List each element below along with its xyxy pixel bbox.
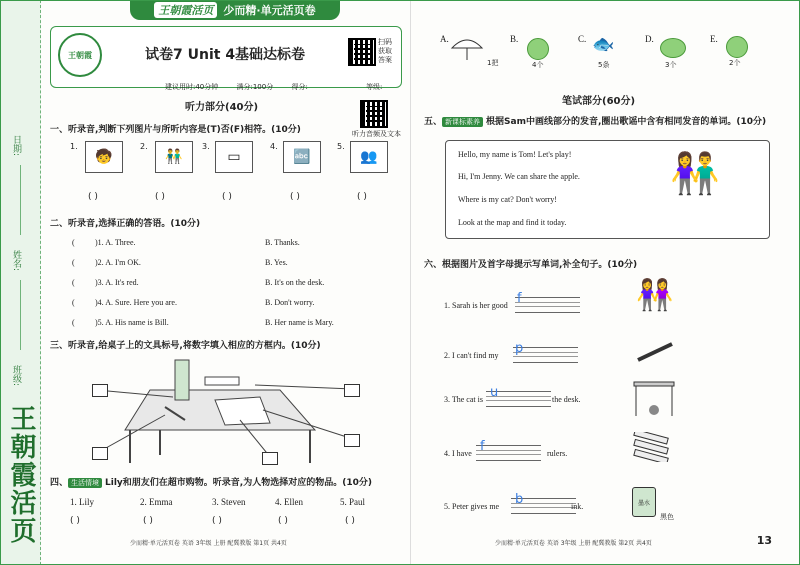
q4-name: 2. Emma xyxy=(140,497,173,507)
q4-tag: 生活情境 xyxy=(68,478,102,488)
q1-num: 4. xyxy=(270,142,278,151)
right-footer: 少而精·单元活页卷 英语 3年级 上册 配冀教版 第2页 共4页 xyxy=(495,540,652,547)
q2-open[interactable]: ( xyxy=(72,258,75,267)
option-letter: E. xyxy=(710,34,718,44)
q2-option-b: B. Yes. xyxy=(265,258,288,267)
q1-num: 2. xyxy=(140,142,148,151)
abc-letters-image: 🔤 xyxy=(283,141,321,173)
two-kids-image: 👬 xyxy=(155,141,193,173)
answer-blank[interactable]: ( ) xyxy=(212,516,222,526)
q5-text: 根据Sam中画线部分的发音,圈出歌谣中含有相同发音的单词。(10分) xyxy=(486,117,767,127)
q1-num: 1. xyxy=(70,142,78,151)
q6-sentence: 5. Peter gives me xyxy=(444,502,500,511)
kids-group-image: 👥 xyxy=(350,141,388,173)
page-number: 13 xyxy=(756,534,772,547)
q1-title: 一、听录音,判断下列图片与所听内容是(T)否(F)相符。(10分) xyxy=(50,125,301,135)
q4-name: 5. Paul xyxy=(340,497,366,507)
chant-line[interactable]: Where is my cat? Don't worry! xyxy=(458,195,557,204)
two-girls-image: 👭 xyxy=(636,278,674,313)
option-letter: B. xyxy=(510,34,519,44)
publisher-logo: 王朝霞 xyxy=(58,33,102,77)
q6-sentence: 4. I have xyxy=(444,449,472,458)
hint-letter: b xyxy=(515,492,524,507)
q2-open[interactable]: ( xyxy=(72,278,75,287)
option-letter: A. xyxy=(440,34,449,44)
q4-name: 1. Lily xyxy=(70,497,94,507)
q6-sentence: 3. The cat is xyxy=(444,395,483,404)
q2-option-a: )3. A. It's red. xyxy=(95,278,139,287)
side-class-label: 班级: xyxy=(11,365,21,387)
full-score: 满分:100分 xyxy=(236,83,274,91)
q2-option-a: )5. A. His name is Bill. xyxy=(95,318,169,327)
q5-tag: 新课标素养 xyxy=(442,117,483,127)
chant-line[interactable]: Hi, I'm Jenny. We can share the apple. xyxy=(458,172,580,181)
q2-option-a: )2. A. I'm OK. xyxy=(95,258,141,267)
q2-option-a: )1. A. Three. xyxy=(95,238,136,247)
qr-caption-line: 扫码 xyxy=(378,38,392,46)
option-caption: 1把 xyxy=(487,59,499,67)
answer-blank[interactable]: ( ) xyxy=(222,192,232,202)
q2-option-b: B. Don't worry. xyxy=(265,298,315,307)
q2-title: 二、听录音,选择正确的答语。(10分) xyxy=(50,219,201,229)
ink-color-label: 黑色 xyxy=(660,513,674,521)
suggested-time: 建议用时:40分钟 xyxy=(165,83,219,91)
qr-caption-line: 获取 xyxy=(378,47,392,55)
side-name-label: 姓名: xyxy=(11,250,21,272)
q2-option-b: B. It's on the desk. xyxy=(265,278,325,287)
q2-option-b: B. Thanks. xyxy=(265,238,300,247)
answer-blank[interactable]: ( ) xyxy=(290,192,300,202)
q6-sentence-end: the desk. xyxy=(552,395,581,404)
listening-title: 听力部分(40分) xyxy=(185,102,259,113)
q2-option-a: )4. A. Sure. Here you are. xyxy=(95,298,177,307)
q6-sentence-end: ink. xyxy=(571,502,584,511)
q4-text: Lily和朋友们在超市购物。听录音,为人物选择对应的物品。(10分) xyxy=(105,478,372,488)
answer-blank[interactable]: ( ) xyxy=(143,516,153,526)
written-title: 笔试部分(60分) xyxy=(562,96,636,107)
option-caption: 3个 xyxy=(665,61,677,69)
hint-letter: f xyxy=(517,291,522,306)
answer-blank[interactable]: ( ) xyxy=(278,516,288,526)
option-caption: 4个 xyxy=(532,61,544,69)
option-caption: 5条 xyxy=(598,61,610,69)
q6-sentence: 2. I can't find my xyxy=(444,351,499,360)
banner-series: 少而精·单元活页卷 xyxy=(223,4,316,17)
side-brand-logo: 王朝霞活页 xyxy=(6,405,36,545)
left-footer: 少而精·单元活页卷 英语 3年级 上册 配冀教版 第1页 共4页 xyxy=(130,540,287,547)
q6-sentence-end: rulers. xyxy=(547,449,568,458)
hint-letter: p xyxy=(515,341,524,356)
q2-open[interactable]: ( xyxy=(72,298,75,307)
q1-num: 5. xyxy=(337,142,345,151)
chant-line[interactable]: Hello, my name is Tom! Let's play! xyxy=(458,150,572,159)
q2-option-b: B. Her name is Mary. xyxy=(265,318,334,327)
side-date-label: 日期: xyxy=(11,135,21,157)
fish-icon: 🐟 xyxy=(592,34,615,55)
option-letter: C. xyxy=(578,34,587,44)
answer-blank[interactable]: ( ) xyxy=(70,516,80,526)
q2-open[interactable]: ( xyxy=(72,238,75,247)
answer-blank[interactable]: ( ) xyxy=(88,192,98,202)
q5-num: 五、 xyxy=(424,117,443,127)
boy-pencil-image: 🧒 xyxy=(85,141,123,173)
ink-bottle-icon: 墨水 xyxy=(632,487,656,517)
hint-letter: u xyxy=(490,385,499,400)
chant-line[interactable]: Look at the map and find it today. xyxy=(458,218,567,227)
answer-blank[interactable]: ( ) xyxy=(345,516,355,526)
two-kids-image: 👫 xyxy=(670,151,720,197)
q6-sentence: 1. Sarah is her good xyxy=(444,301,508,310)
answer-blank[interactable]: ( ) xyxy=(155,192,165,202)
q6-title: 六、根据图片及首字母提示写单词,补全句子。(10分) xyxy=(424,260,638,270)
answer-blank[interactable]: ( ) xyxy=(357,192,367,202)
q4-num: 四、 xyxy=(50,478,69,488)
option-letter: D. xyxy=(645,34,654,44)
q4-name: 4. Ellen xyxy=(275,497,303,507)
q2-open[interactable]: ( xyxy=(72,318,75,327)
q1-num: 3. xyxy=(202,142,210,151)
page-title: 试卷7 Unit 4基础达标卷 xyxy=(145,47,306,63)
option-caption: 2个 xyxy=(729,59,741,67)
q4-name: 3. Steven xyxy=(212,497,246,507)
score-field[interactable]: 得分: xyxy=(291,83,308,91)
qr-caption-line: 答案 xyxy=(378,56,392,64)
banner-brand: 王朝霞活页 xyxy=(154,2,217,18)
audio-caption: 听力音频及文本 xyxy=(352,130,401,138)
pencil-box-image: ▭ xyxy=(215,141,253,173)
q3-title: 三、听录音,给桌子上的文具标号,将数字填入相应的方框内。(10分) xyxy=(50,341,321,351)
grade-field[interactable]: 等级: xyxy=(366,83,383,91)
hint-letter: f xyxy=(480,439,485,454)
